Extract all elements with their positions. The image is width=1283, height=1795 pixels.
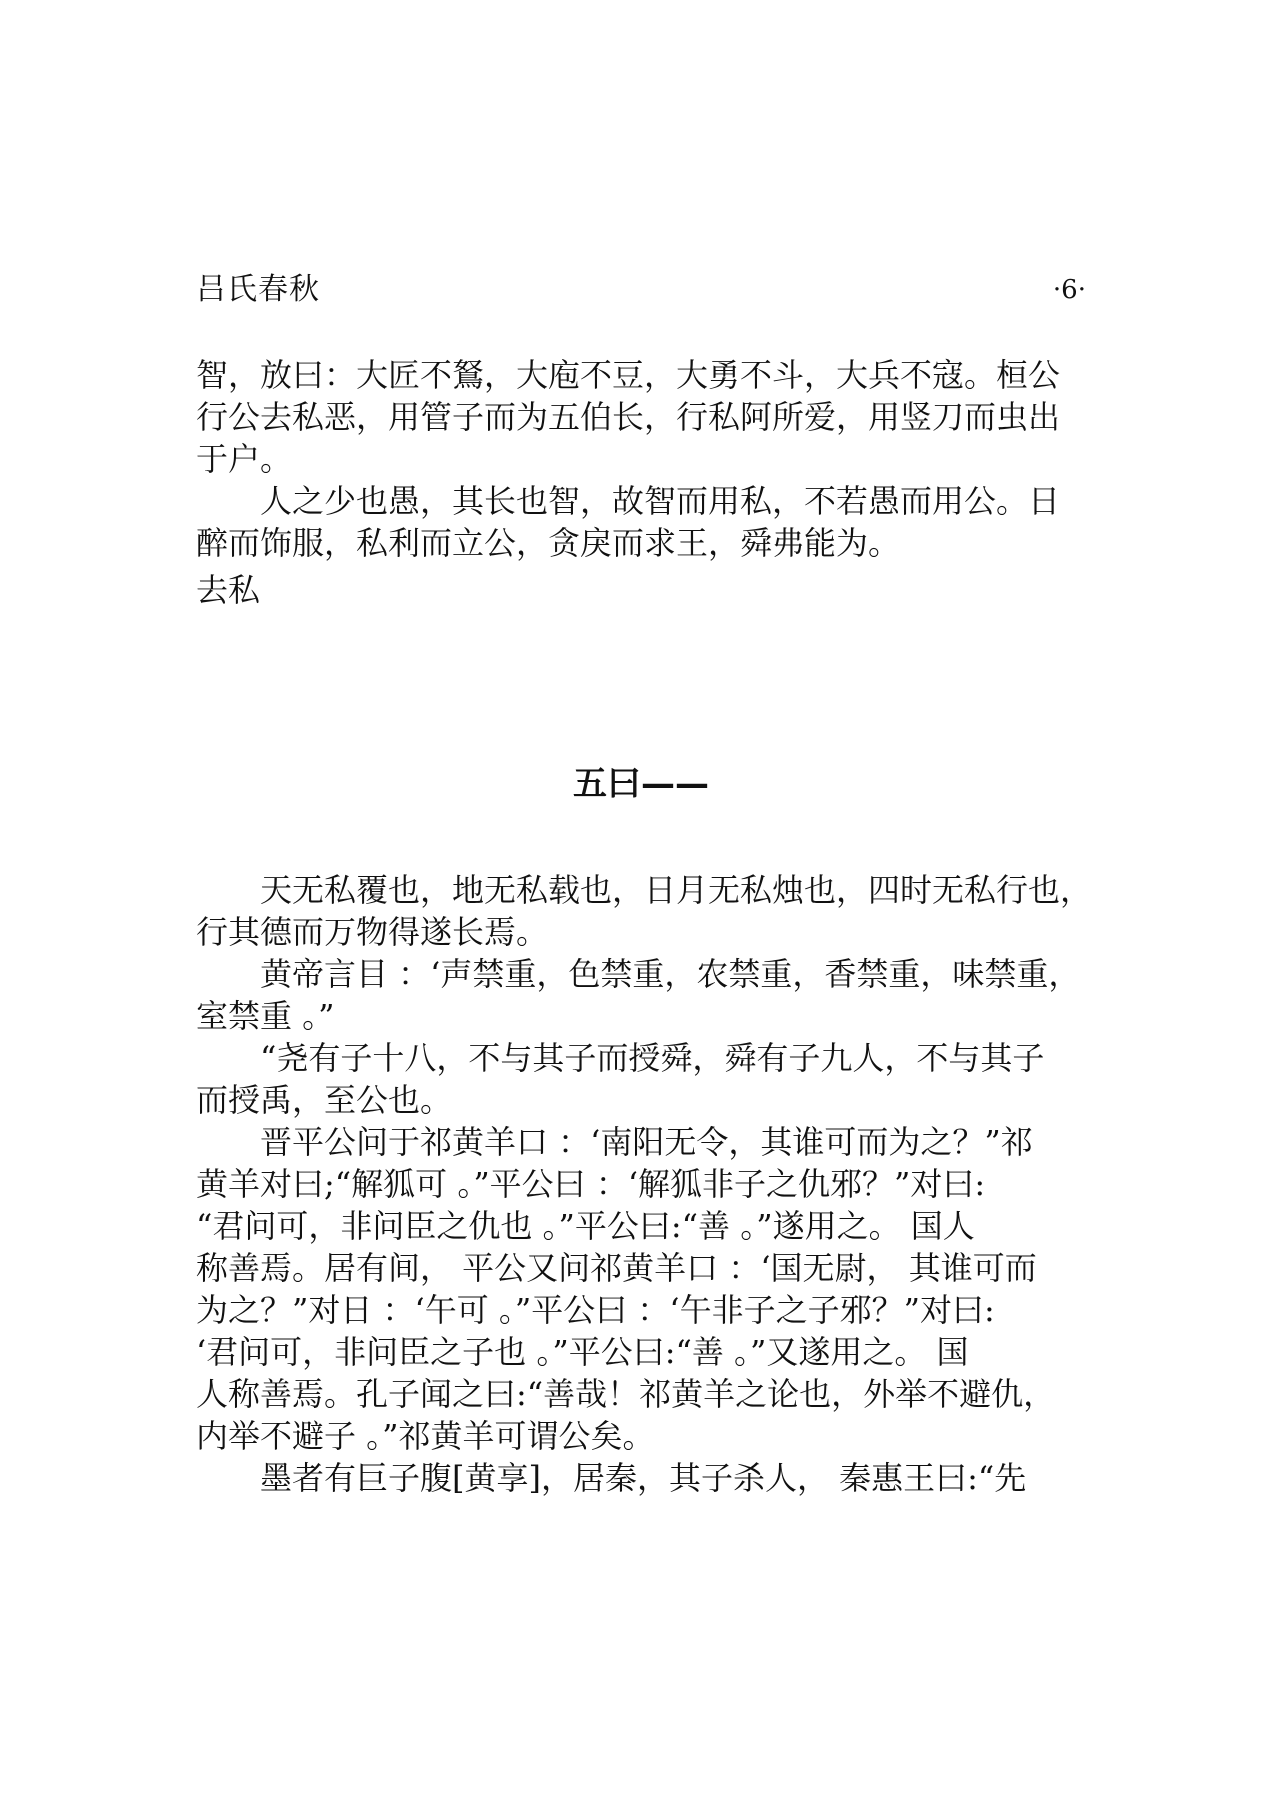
text-line: 室禁重 。” [196,997,335,1035]
paragraph [196,1121,1096,1457]
text-line: 内举不避子 。”祁黄羊可谓公矣。 [196,1417,655,1455]
text-line: 黄帝言目 ：‘声禁重，色禁重，农禁重，香禁重，味禁重， [260,955,1081,993]
text-line: 行公去私恶，用管子而为五伯长，行私阿所爱，用竖刀而虫出 [196,398,1061,436]
text-line: 晋平公问于祁黄羊口 ：‘南阳无令，其谁可而为之？”祁 [260,1123,1033,1161]
bottom-text-block [196,869,1096,1499]
paragraph [196,953,1096,1037]
text-line: 为之？”对日 ：‘午可 。”平公曰 ：‘午非子之子邪？”对曰: [196,1291,995,1329]
paragraph [196,480,1096,564]
text-line: 于户。 [196,440,293,478]
text-line: 墨者有巨子腹[黄享]，居秦，其子杀人， 秦惠王曰:“先 [260,1459,1027,1497]
paragraph [196,354,1096,480]
text-line: 而授禹，至公也。 [196,1081,453,1119]
text-line: 智，放曰：大匠不鴑，大庖不豆，大勇不斗，大兵不寇。桓公 [196,356,1061,394]
text-line: 人之少也愚，其长也智，故智而用私，不若愚而用公。日 [260,482,1061,520]
paragraph [196,1037,1096,1121]
text-line: 天无私覆也，地无私载也，日月无私烛也，四时无私行也， [260,871,1093,909]
book-title: 吕氏春秋 [196,272,320,307]
running-header [196,268,1086,312]
text-line: 行其德而万物得遂长焉。 [196,913,549,951]
page-number: ·6· [1052,275,1086,305]
text-line: ‘君问可，非问臣之子也 。”平公曰:“善 。”又遂用之。 国 [196,1333,969,1371]
text-line: 称善焉。居有间， 平公又问祁黄羊口 ：‘国无尉， 其谁可而 [196,1249,1037,1287]
text-line: “君问可，非问臣之仇也 。”平公曰:“善 。”遂用之。 国人 [196,1207,975,1245]
text-line: “尧有子十八，不与其子而授舜，舜有子九人，不与其子 [260,1039,1045,1077]
text-line: 黄羊对曰;“解狐可 。”平公曰 ：‘解狐非子之仇邪？”对曰: [196,1165,986,1203]
section-label: 去私 [196,571,261,609]
top-text-block [196,354,1096,564]
text-line: 醉而饰服，私利而立公，贪戾而求王，舜弗能为。 [196,524,901,562]
text-line: 人称善焉。孔子闻之曰:“善哉！祁黄羊之论也，外举不避仇， [196,1375,1056,1413]
paragraph [196,1457,1096,1499]
paragraph [196,869,1096,953]
chapter-heading: 五曰—— [573,764,709,804]
